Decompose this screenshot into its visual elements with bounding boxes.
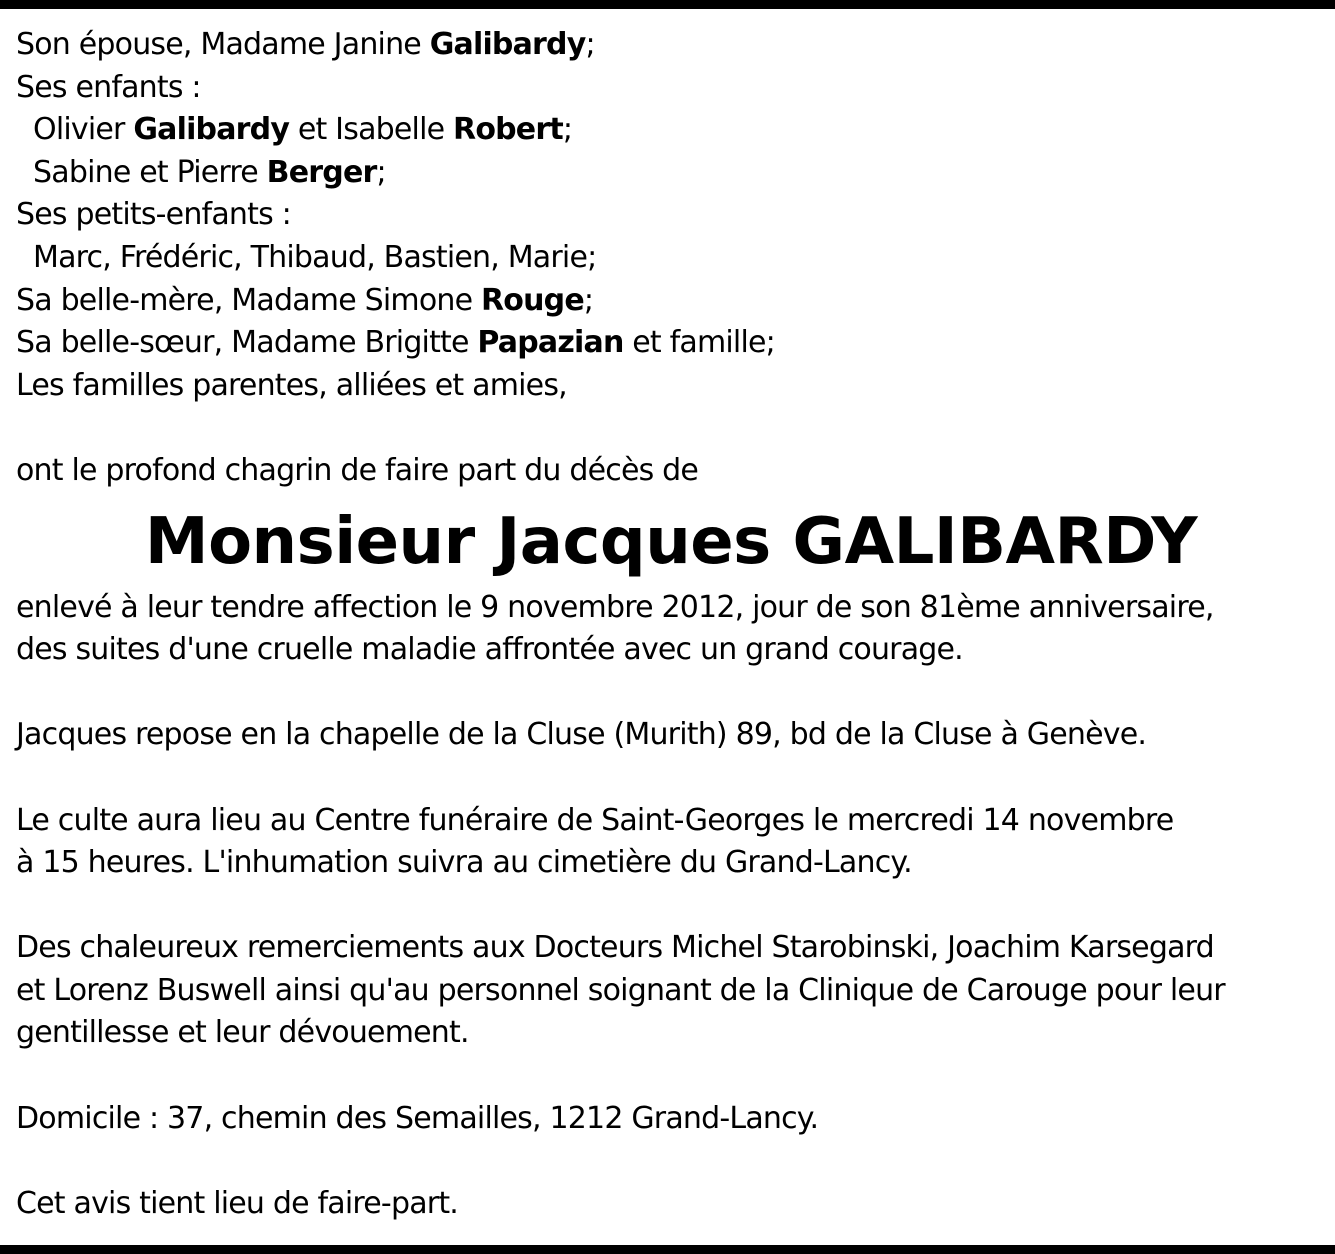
child2-first: Sabine et Pierre: [33, 154, 267, 190]
sister-in-law-surname: Papazian: [477, 325, 624, 361]
death-line-2: des suites d'une cruelle maladie affrontée avec un grand courage.: [16, 632, 963, 668]
mother-in-law-suffix: ;: [583, 282, 594, 318]
child1-mid: et Isabelle: [289, 112, 454, 148]
top-border-rule: [0, 0, 1335, 9]
spouse-text: Son épouse, Madame Janine: [16, 27, 430, 62]
spouse-suffix: ;: [585, 27, 595, 62]
service-line-1: Le culte aura lieu au Centre funéraire de Saint-Georges le mercredi 14 novembre: [16, 802, 1174, 838]
obituary-notice: [16, 24, 1326, 1225]
mother-in-law-surname: Rouge: [480, 282, 584, 318]
child2-suffix: ;: [376, 154, 386, 190]
spacer: [16, 1140, 1326, 1183]
mother-in-law-text: Sa belle-mère, Madame Simone: [16, 282, 481, 318]
spouse-surname: Galibardy: [429, 27, 586, 62]
service-line-2: à 15 heures. L'inhumation suivra au cimetière du Grand-Lancy.: [16, 845, 912, 881]
spacer: [16, 407, 1326, 450]
announcement-line: ont le profond chagrin de faire part du décès de: [16, 452, 699, 488]
mother-in-law-line: [16, 280, 1326, 323]
death-line-1: enlevé à leur tendre affection le 9 novembre 2012, jour de son 81ème anniversaire,: [16, 589, 1214, 625]
children-label: Ses enfants :: [16, 69, 201, 105]
sister-in-law-suffix: et famille;: [623, 325, 775, 361]
thanks-line-2: et Lorenz Buswell ainsi qu'au personnel soignant de la Clinique de Carouge pour leur: [16, 972, 1225, 1008]
closing-line: Cet avis tient lieu de faire-part.: [16, 1185, 459, 1221]
child1-line: [16, 109, 1326, 152]
grandchildren-label: Ses petits-enfants :: [16, 197, 291, 233]
domicile-line: Domicile : 37, chemin des Semailles, 1212 Grand-Lancy.: [16, 1100, 819, 1136]
relatives-line: Les familles parentes, alliées et amies,: [16, 367, 567, 403]
spacer: [16, 1055, 1326, 1098]
child1-suffix: ;: [562, 112, 573, 148]
spacer: [16, 757, 1326, 800]
rest-line: Jacques repose en la chapelle de la Cluse (Murith) 89, bd de la Cluse à Genève.: [16, 717, 1147, 753]
spouse-line: [16, 24, 1326, 67]
child2-surname: Berger: [266, 154, 377, 190]
thanks-line-3: gentillesse et leur dévouement.: [16, 1015, 469, 1051]
thanks-line-1: Des chaleureux remerciements aux Docteurs Michel Starobinski, Joachim Karsegard: [16, 930, 1214, 966]
child1-first: Olivier: [33, 112, 134, 148]
grandchildren-names: Marc, Frédéric, Thibaud, Bastien, Marie;: [33, 239, 597, 275]
spacer: [16, 672, 1326, 715]
child2-line: [16, 152, 1326, 195]
deceased-name: Monsieur Jacques GALIBARDY: [144, 504, 1198, 579]
sister-in-law-text: Sa belle-sœur, Madame Brigitte: [16, 325, 478, 361]
bottom-border-rule: [0, 1245, 1335, 1254]
sister-in-law-line: [16, 322, 1326, 365]
child1-surname: Galibardy: [133, 112, 290, 148]
spacer: [16, 885, 1326, 928]
child1-surname2: Robert: [453, 112, 563, 148]
